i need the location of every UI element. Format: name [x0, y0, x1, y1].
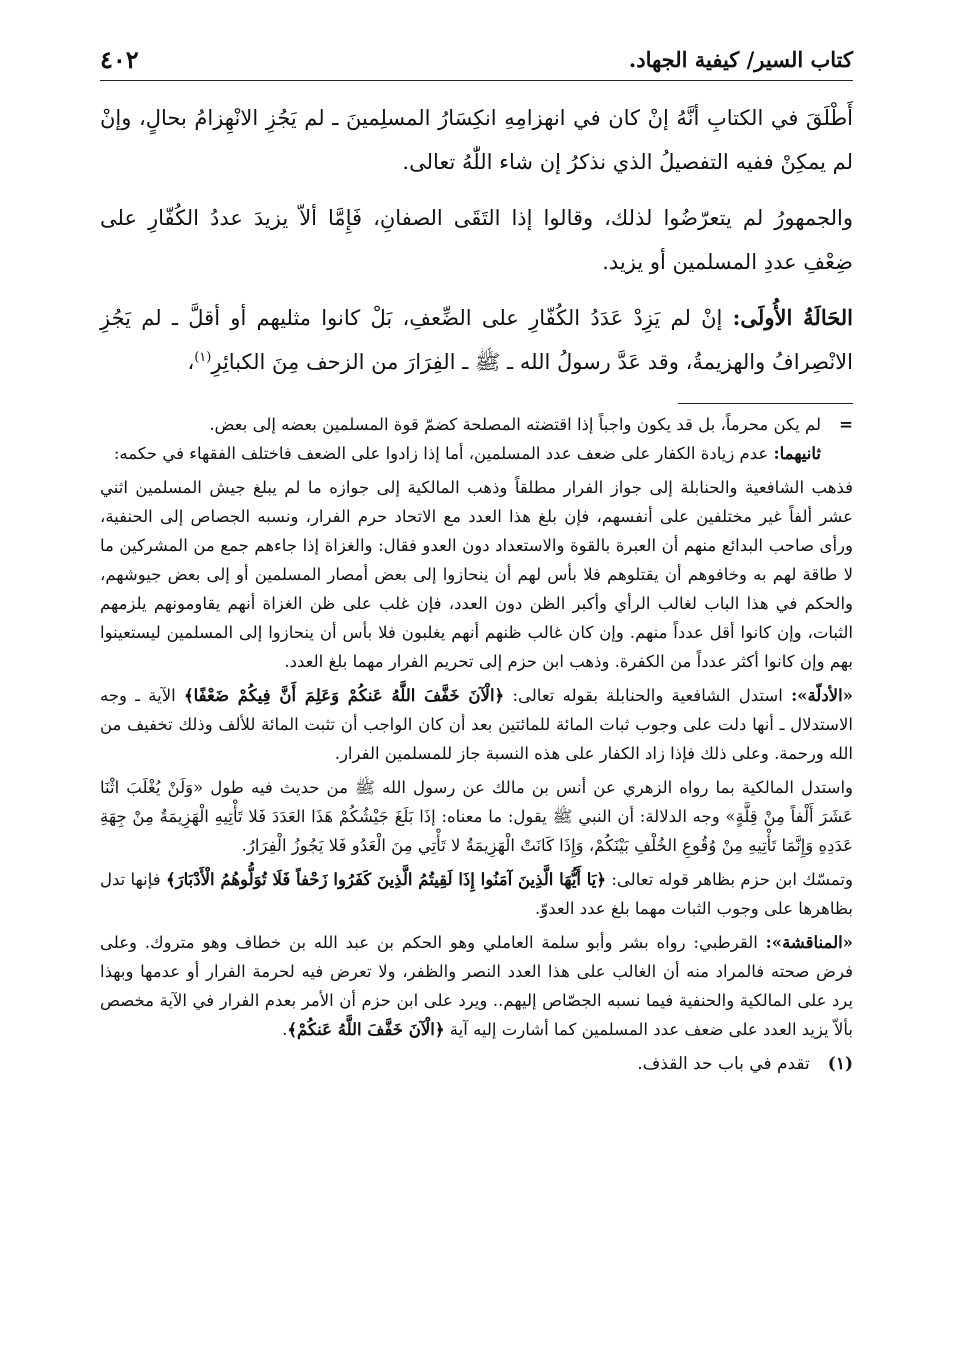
page-header	[100, 38, 853, 81]
note-paragraph-ibn-hazm	[100, 865, 853, 923]
note-continuation	[100, 410, 853, 468]
note-paragraph-discussion	[100, 928, 853, 1044]
main-text	[100, 96, 853, 396]
main-paragraph-1: أَطْلَقَ في الكتابِ أنَّهُ إنْ كان في انهزامِهِ انكِسَارُ المسلِمينَ ـ لم يَجُزِ الانْهِزامُ بحالٍ، وإنْ لم يمكِنْ ففيه التفصيلُ الذي نذكرُ إن شاء اللّٰهُ تعالى.	[100, 106, 853, 174]
second-condition-heading: ثانيهما:	[773, 444, 821, 463]
main-paragraph-3	[100, 296, 853, 384]
evidence-intro: استدل الشافعية والحنابلة بقوله تعالى:	[512, 686, 783, 705]
note-paragraph-maliki: واستدل المالكية بما رواه الزهري عن أنس بن مالك عن رسول الله ﷺ من حديث فيه طول «وَلَنْ يُغْلَبَ اثْنَا عَشَرَ أَلْفاً مِنْ قِلَّةٍ» وجه الدلالة: أن النبي ﷺ يقول: ما معناه: إذَا بَلَغَ جَيْشُكُمْ هَذَا العَدَدَ فَلا تَأْتِيهِ الْهَزِيمَةُ مِنْ جِهَةِ عَدَدِهِ وَإِنَّمَا تَأْتِيهِ مِنْ وُقُوعِ الخُلْفِ بَيْنَكُمْ، وَإِذَا كَانَتْ الْهَزِيمَةُ لا تَأْتِي مِنَ الْعَدُو فَلا يَجُوزُ الْفِرَارُ.	[100, 778, 853, 855]
running-title: كتاب السير/ كيفية الجهاد.	[628, 46, 853, 72]
footnote-1-text: تقدم في باب حد القذف.	[637, 1054, 810, 1074]
discussion-verse: ﴿الْآنَ خَفَّفَ اللَّهُ عَنكُمْ﴾	[287, 1020, 445, 1039]
continuation-mark: =	[839, 415, 853, 434]
page-number: ٤٠٢	[100, 44, 139, 74]
second-condition-text: عدم زيادة الكفار على ضعف عدد المسلمين، أما إذا زادوا على الضعف فاختلف الفقهاء في حكمه:	[113, 444, 769, 463]
ibn-hazm-text: فإنها تدل بظاهرها على وجوب الثبات مهما بلغ عدد العدوّ.	[100, 870, 853, 918]
first-case-end: ،	[187, 350, 195, 374]
first-case-heading: الحَالَةُ الأُولَى:	[732, 305, 854, 330]
discussion-heading: «المناقشة»:	[765, 933, 853, 952]
main-paragraph-2: والجمهورُ لم يتعرّضُوا لذلك، وقالوا إذا التَقَى الصفانِ، فَإِمَّا ألاّ يزيدَ عددُ الكُفّارِ على ضِعْفِ عددِ المسلمين أو يزيد.	[100, 206, 853, 274]
ibn-hazm-verse: ﴿يَا أَيُّهَا الَّذِينَ آمَنُوا إِذَا لَقِيتُمُ الَّذِينَ كَفَرُوا زَحْفاً فَلَا تُوَلُّوهُمُ الْأَدْبَارَ﴾	[165, 870, 607, 889]
discussion-end: .	[282, 1020, 288, 1039]
note-paragraph-evidence	[100, 681, 853, 768]
note-paragraph-schools: فذهب الشافعية والحنابلة إلى جواز الفرار مطلقاً وذهب المالكية إلى جوازه ما لم يبلغ جيش المسلمين اثني عشر ألفاً غير مختلفين على أنفسهم، فإن بلغ هذا العدد مع الاتحاد حرم الفرار، ونسبه الجصاص إلى الحنفية، ورأى صاحب البدائع منهم أن العبرة بالقوة والاستعداد دون العدو فقال: والغزاة إذا جاءهم جمع من المشركين ما لا طاقة لهم به وخافوهم أن يقتلوهم فلا بأس لهم أن ينحازوا إلى بعض أمصار المسلمين أو إلى بعض جيوشهم، والحكم في هذا الباب لغالب الرأي وأكبر الظن دون العدد، فإن غلب على ظن الغزاة أنهم يقاومونهم يلزمهم الثبات، وإن كانوا أقل عدداً منهم. وإن كان غالب ظنهم أنهم يغلبون فلا بأس أن ينحازوا إلى المسلمين ليستعينوا بهم وإن كانوا أكثر عدداً من الكفرة. وذهب ابن حزم إلى تحريم الفرار مهما بلغ العدد.	[100, 478, 853, 671]
ibn-hazm-intro: وتمسّك ابن حزم بظاهر قوله تعالى:	[611, 870, 853, 889]
first-case-text: إنْ لم يَزِدْ عَدَدُ الكُفّارِ على الضِّعفِ، بَلْ كانوا مثليهم أو أقلَّ ـ لم يَجُزِ الانْصِرافُ والهزيمةُ، وقد عَدَّ رسولُ الله ـ ﷺ ـ الفِرَارَ من الزحف مِنَ الكبائِرِ	[100, 306, 853, 374]
evidence-text: الآية ـ وجه الاستدلال ـ أنها دلت على وجوب ثبات المائة للمائتين بعد أن كان الواجب أن تثبت المائة للألف وذلك تخفيف من الله ورحمة. وعلى ذلك فإذا زاد الكفار على هذه النسبة جاز للمسلمين الفرار.	[100, 686, 853, 763]
evidence-heading: «الأدلّة»:	[791, 686, 853, 705]
discussion-text: القرطبي: رواه بشر وأبو سلمة العاملي وهو الحكم بن عبد الله بن خطاف وهو متروك. وعلى فرض صحته فالمراد منه أن الغالب على هذا العدد النصر والظفر، ولا تعرض فيه لحرمة الفرار أو عدمها وبهذا يرد على المالكية والحنفية فيما نسبه الجصّاص إليهم.. ويرد على ابن حزم أن الأمر بعدم الفرار في الآية مخصص بألاّ يزيد العدد على ضعف عدد المسلمين كما أشارت إليه آية	[100, 933, 853, 1039]
continuation-text: لم يكن محرماً، بل قد يكون واجباً إذا اقتضته المصلحة كضمّ قوة المسلمين بعضه إلى بعض.	[209, 415, 821, 434]
evidence-verse: ﴿الْآنَ خَفَّفَ اللَّهُ عَنكُمْ وَعَلِمَ أَنَّ فِيكُمْ ضَعْفًا﴾	[183, 686, 505, 705]
footnote-divider	[678, 403, 853, 404]
footnote-ref[interactable]: (١)	[194, 350, 212, 365]
footnote-1	[100, 1049, 853, 1079]
footnotes	[100, 410, 853, 1079]
footnote-1-mark: (١)	[827, 1054, 853, 1074]
